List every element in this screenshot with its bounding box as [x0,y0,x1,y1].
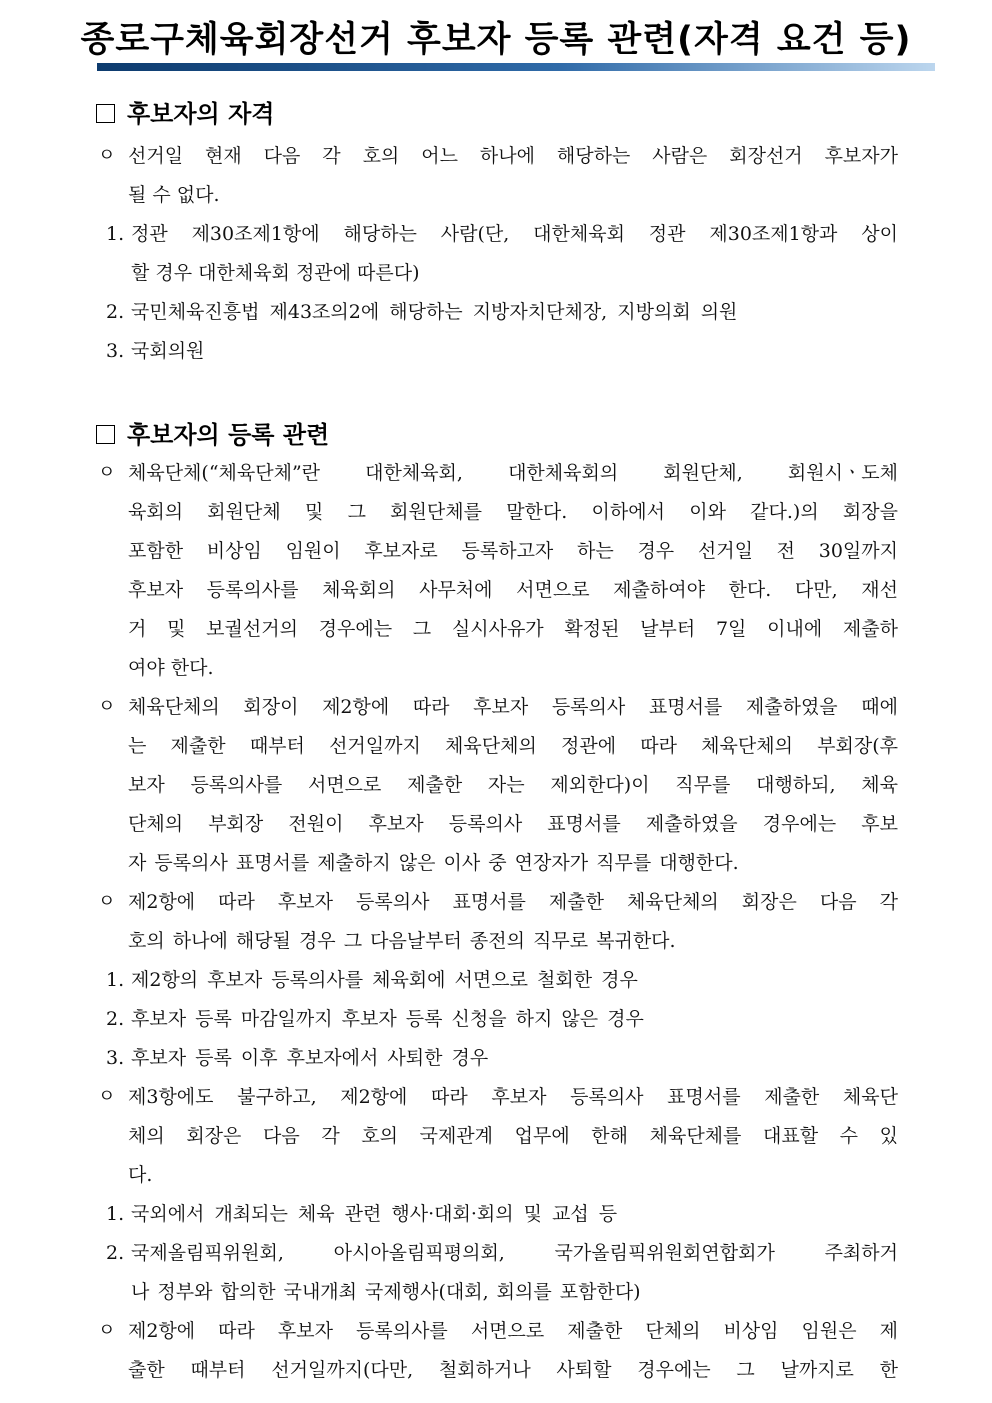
bullet-marker: ㅇ [98,696,116,717]
list-number: 3. [106,340,125,362]
paragraph-line: 여야 한다. [128,657,214,679]
paragraph-line: 는 제출한 때부터 선거일까지 체육단체의 정관에 따라 체육단체의 부회장(후 [128,735,898,757]
bullet-marker: ㅇ [98,1320,116,1341]
list-number: 2. [106,1242,125,1264]
checkbox-square-icon [96,104,115,123]
checkbox-square-icon [96,425,115,444]
list-number: 2. [106,1008,125,1030]
section-heading-qualification [96,94,274,129]
paragraph-line: 될 수 없다. [128,184,220,206]
paragraph-line: 제3항에도 불구하고, 제2항에 따라 후보자 등록의사 표명서를 제출한 체육단 [128,1086,898,1108]
paragraph-line: 체육단체의 회장이 제2항에 따라 후보자 등록의사 표명서를 제출하였을 때에 [128,696,898,718]
paragraph-line: 호의 하나에 해당될 경우 그 다음날부터 종전의 직무로 복귀한다. [128,930,676,952]
title-underline [97,63,935,71]
paragraph-line: 거 및 보궐선거의 경우에는 그 실시사유가 확정된 날부터 7일 이내에 제출하 [128,618,898,640]
paragraph-line: 육회의 회원단체 및 그 회원단체를 말한다. 이하에서 이와 같다.)의 회장을 [128,501,898,523]
list-item-line: 후보자 등록 이후 후보자에서 사퇴한 경우 [131,1047,489,1069]
list-number: 3. [106,1047,125,1069]
paragraph-line: 다. [128,1164,153,1186]
paragraph-line: 출한 때부터 선거일까지(다만, 철회하거나 사퇴할 경우에는 그 날까지로 한 [128,1359,898,1381]
list-item-line: 국민체육진흥법 제43조의2에 해당하는 지방자치단체장, 지방의회 의원 [131,301,738,323]
paragraph-line: 선거일 현재 다음 각 호의 어느 하나에 해당하는 사람은 회장선거 후보자가 [128,145,898,167]
section-heading-text: 후보자의 자격 [127,100,275,128]
paragraph-line: 보자 등록의사를 서면으로 제출한 자는 제외한다)이 직무를 대행하되, 체육 [128,774,898,796]
paragraph-line: 자 등록의사 표명서를 제출하지 않은 이사 중 연장자가 직무를 대행한다. [128,852,739,874]
list-item-line: 할 경우 대한체육회 정관에 따른다) [131,262,420,284]
paragraph-line: 제2항에 따라 후보자 등록의사를 서면으로 제출한 단체의 비상임 임원은 제 [128,1320,898,1342]
list-number: 1. [106,223,125,245]
bullet-marker: ㅇ [98,145,116,166]
bullet-marker: ㅇ [98,891,116,912]
page-title: 종로구체육회장선거 후보자 등록 관련(자격 요건 등) [80,20,912,60]
paragraph-line: 단체의 부회장 전원이 후보자 등록의사 표명서를 제출하였을 경우에는 후보 [128,813,898,835]
section-heading-registration [96,415,329,450]
paragraph-line: 체의 회장은 다음 각 호의 국제관계 업무에 한해 체육단체를 대표할 수 있 [128,1125,898,1147]
list-item-line: 정관 제30조제1항에 해당하는 사람(단, 대한체육회 정관 제30조제1항과 상이 [131,223,898,245]
list-number: 1. [106,969,125,991]
paragraph-line: 체육단체(“체육단체”란 대한체육회, 대한체육회의 회원단체, 회원시ㆍ도체 [128,462,898,484]
paragraph-line: 포함한 비상임 임원이 후보자로 등록하고자 하는 경우 선거일 전 30일까지 [128,540,898,562]
list-item-line: 국외에서 개최되는 체육 관련 행사·대회·회의 및 교섭 등 [131,1203,618,1225]
list-item-line: 국제올림픽위원회, 아시아올림픽평의회, 국가올림픽위원회연합회가 주최하거 [131,1242,898,1264]
paragraph-line: 제2항에 따라 후보자 등록의사 표명서를 제출한 체육단체의 회장은 다음 각 [128,891,898,913]
paragraph-line: 후보자 등록의사를 체육회의 사무처에 서면으로 제출하여야 한다. 다만, 재선 [128,579,898,601]
bullet-marker: ㅇ [98,1086,116,1107]
list-number: 1. [106,1203,125,1225]
list-number: 2. [106,301,125,323]
section-heading-text: 후보자의 등록 관련 [127,421,330,449]
list-item-line: 나 정부와 합의한 국내개최 국제행사(대회, 회의를 포함한다) [131,1281,641,1303]
list-item-line: 후보자 등록 마감일까지 후보자 등록 신청을 하지 않은 경우 [131,1008,644,1030]
list-item-line: 국회의원 [131,340,205,362]
list-item-line: 제2항의 후보자 등록의사를 체육회에 서면으로 철회한 경우 [131,969,638,991]
bullet-marker: ㅇ [98,462,116,483]
